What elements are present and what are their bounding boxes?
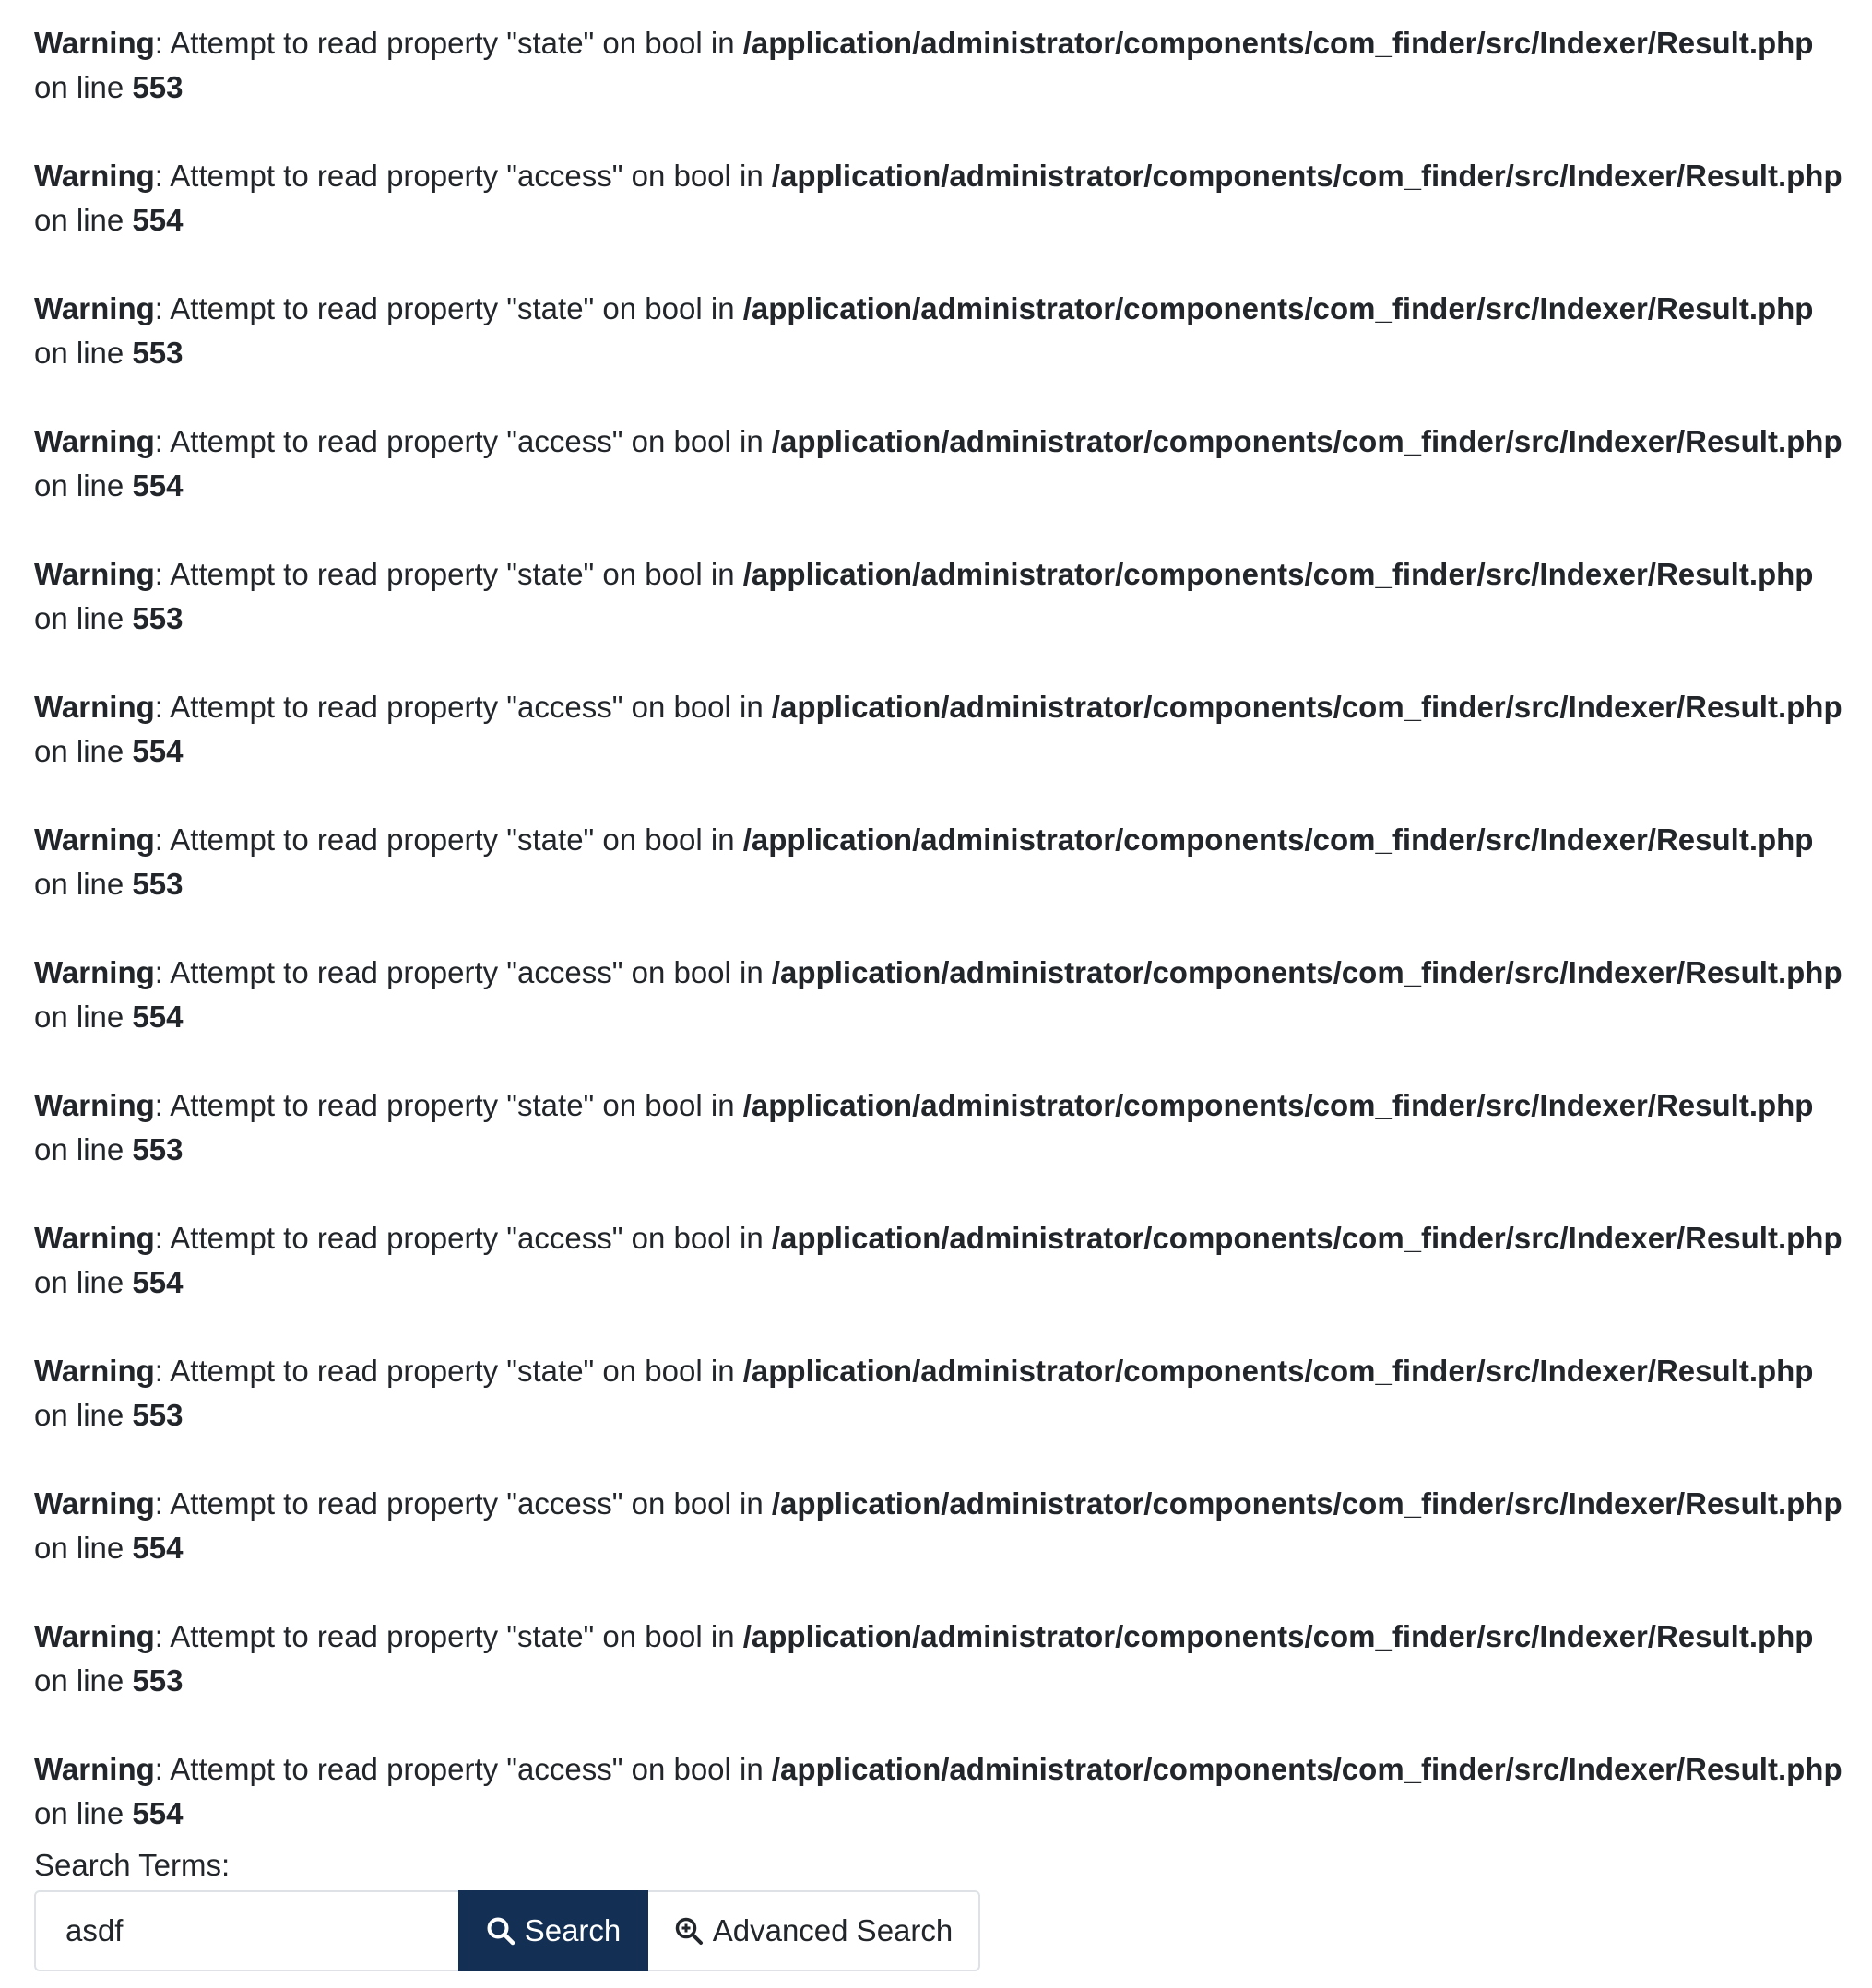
warning-message bbox=[34, 685, 1869, 774]
warning-text: : Attempt to read property "access" on bool in bbox=[154, 690, 772, 724]
warning-line-prefix: on line bbox=[34, 468, 133, 503]
warning-text: : Attempt to read property "access" on bool in bbox=[154, 1752, 772, 1786]
advanced-search-label: Advanced Search bbox=[712, 1913, 954, 1947]
warning-line-number: 553 bbox=[132, 1132, 184, 1166]
warning-line-prefix: on line bbox=[34, 336, 133, 370]
warning-label: Warning bbox=[34, 26, 155, 60]
warning-line-prefix: on line bbox=[34, 1000, 133, 1034]
warnings-list bbox=[34, 21, 1869, 1880]
warning-line-number: 554 bbox=[132, 1265, 184, 1299]
search-form bbox=[34, 1890, 980, 1971]
warning-path: /application/administrator/components/com_finder/src/Indexer/Result.php bbox=[742, 1088, 1814, 1122]
warning-label: Warning bbox=[34, 1752, 155, 1786]
warning-message bbox=[34, 1747, 1869, 1836]
warning-line-prefix: on line bbox=[34, 1796, 133, 1830]
warning-path: /application/administrator/components/com_finder/src/Indexer/Result.php bbox=[771, 159, 1842, 193]
warning-label: Warning bbox=[34, 690, 155, 724]
search-button[interactable] bbox=[458, 1890, 648, 1971]
warning-message bbox=[34, 1083, 1869, 1172]
warning-path: /application/administrator/components/com_finder/src/Indexer/Result.php bbox=[742, 26, 1814, 60]
warning-message bbox=[34, 1615, 1869, 1703]
warning-line-number: 554 bbox=[132, 203, 184, 237]
warning-path: /application/administrator/components/com_finder/src/Indexer/Result.php bbox=[771, 955, 1842, 989]
warning-text: : Attempt to read property "state" on bool in bbox=[154, 1619, 743, 1653]
warning-line-prefix: on line bbox=[34, 1265, 133, 1299]
warning-label: Warning bbox=[34, 955, 155, 989]
warning-line-number: 553 bbox=[132, 601, 184, 635]
warning-text: : Attempt to read property "state" on bool in bbox=[154, 1088, 743, 1122]
warning-message bbox=[34, 21, 1869, 110]
warning-message bbox=[34, 154, 1869, 243]
warning-text: : Attempt to read property "access" on bool in bbox=[154, 424, 772, 458]
warning-text: : Attempt to read property "access" on bool in bbox=[154, 159, 772, 193]
warning-label: Warning bbox=[34, 1619, 155, 1653]
search-icon bbox=[486, 1916, 515, 1946]
warning-line-number: 553 bbox=[132, 867, 184, 901]
warning-label: Warning bbox=[34, 291, 155, 325]
warning-message bbox=[34, 287, 1869, 375]
warning-text: : Attempt to read property "state" on bool in bbox=[154, 822, 743, 857]
warning-message bbox=[34, 1482, 1869, 1570]
search-terms-label: Search Terms: bbox=[34, 1848, 231, 1882]
warning-line-number: 553 bbox=[132, 336, 184, 370]
warning-line-number: 554 bbox=[132, 1000, 184, 1034]
warning-line-number: 553 bbox=[132, 1398, 184, 1432]
warning-line-prefix: on line bbox=[34, 1663, 133, 1698]
warning-path: /application/administrator/components/com_finder/src/Indexer/Result.php bbox=[742, 822, 1814, 857]
zoom-in-icon bbox=[674, 1916, 704, 1946]
warning-path: /application/administrator/components/com_finder/src/Indexer/Result.php bbox=[771, 690, 1842, 724]
warning-line-prefix: on line bbox=[34, 867, 133, 901]
warning-text: : Attempt to read property "access" on bool in bbox=[154, 1486, 772, 1521]
warning-line-prefix: on line bbox=[34, 734, 133, 768]
warning-message bbox=[34, 818, 1869, 906]
warning-message bbox=[34, 552, 1869, 641]
warning-path: /application/administrator/components/com_finder/src/Indexer/Result.php bbox=[771, 424, 1842, 458]
warning-line-number: 554 bbox=[132, 734, 184, 768]
search-input[interactable] bbox=[34, 1890, 458, 1971]
warning-line-prefix: on line bbox=[34, 601, 133, 635]
warning-path: /application/administrator/components/com_finder/src/Indexer/Result.php bbox=[771, 1486, 1842, 1521]
warning-label: Warning bbox=[34, 424, 155, 458]
warning-text: : Attempt to read property "state" on bool in bbox=[154, 557, 743, 591]
warning-text: : Attempt to read property "state" on bool in bbox=[154, 1354, 743, 1388]
advanced-search-button[interactable] bbox=[648, 1890, 980, 1971]
warning-line-number: 554 bbox=[132, 1796, 184, 1830]
warning-message bbox=[34, 420, 1869, 508]
warning-line-number: 554 bbox=[132, 1531, 184, 1565]
warning-path: /application/administrator/components/com_finder/src/Indexer/Result.php bbox=[742, 291, 1814, 325]
warning-label: Warning bbox=[34, 1088, 155, 1122]
warning-path: /application/administrator/components/com_finder/src/Indexer/Result.php bbox=[742, 1354, 1814, 1388]
search-button-label: Search bbox=[524, 1913, 622, 1947]
warning-message bbox=[34, 1349, 1869, 1438]
warning-label: Warning bbox=[34, 1486, 155, 1521]
warning-label: Warning bbox=[34, 557, 155, 591]
warning-label: Warning bbox=[34, 159, 155, 193]
warning-line-prefix: on line bbox=[34, 70, 133, 104]
warning-message bbox=[34, 951, 1869, 1039]
warning-line-number: 553 bbox=[132, 70, 184, 104]
warning-line-number: 553 bbox=[132, 1663, 184, 1698]
warning-line-number: 554 bbox=[132, 468, 184, 503]
warning-line-prefix: on line bbox=[34, 1531, 133, 1565]
warning-path: /application/administrator/components/com_finder/src/Indexer/Result.php bbox=[771, 1752, 1842, 1786]
warning-path: /application/administrator/components/com_finder/src/Indexer/Result.php bbox=[742, 557, 1814, 591]
warning-text: : Attempt to read property "state" on bool in bbox=[154, 291, 743, 325]
warning-path: /application/administrator/components/com_finder/src/Indexer/Result.php bbox=[742, 1619, 1814, 1653]
warning-label: Warning bbox=[34, 1221, 155, 1255]
warning-path: /application/administrator/components/com_finder/src/Indexer/Result.php bbox=[771, 1221, 1842, 1255]
warning-label: Warning bbox=[34, 1354, 155, 1388]
warning-text: : Attempt to read property "access" on bool in bbox=[154, 1221, 772, 1255]
warning-line-prefix: on line bbox=[34, 1398, 133, 1432]
warning-line-prefix: on line bbox=[34, 1132, 133, 1166]
warning-message bbox=[34, 1216, 1869, 1305]
warning-text: : Attempt to read property "state" on bool in bbox=[154, 26, 743, 60]
warning-line-prefix: on line bbox=[34, 203, 133, 237]
warning-label: Warning bbox=[34, 822, 155, 857]
warning-text: : Attempt to read property "access" on bool in bbox=[154, 955, 772, 989]
